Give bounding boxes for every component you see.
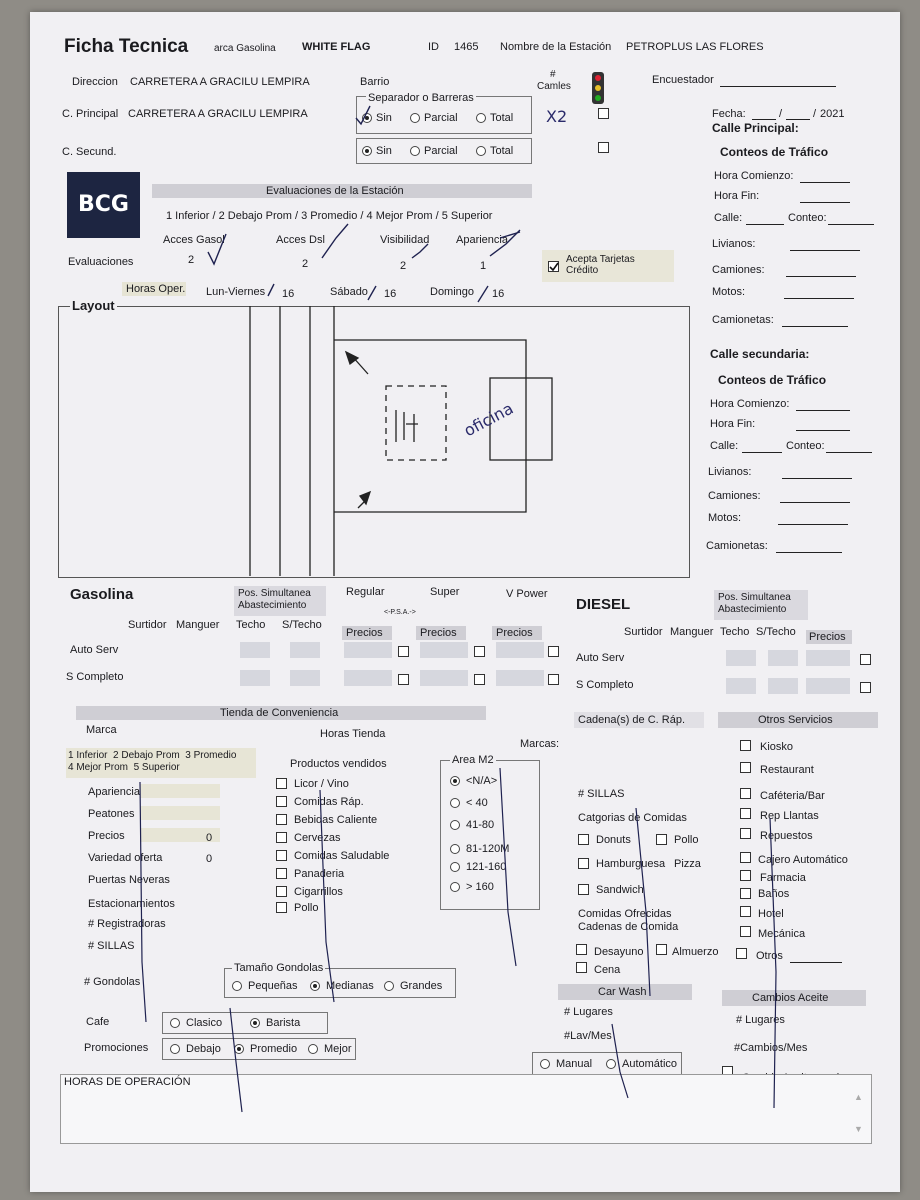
com-almuerzo-label: Almuerzo (672, 946, 719, 958)
fuel-regular: Regular (346, 586, 385, 598)
t2-livianos: Livianos: (708, 466, 752, 478)
marca-label: arca Gasolina (214, 43, 276, 54)
area-na-label: <N/A> (466, 775, 498, 787)
acces-dsl-label: Acces Dsl (276, 234, 325, 246)
sep1-sin-label: Sin (376, 112, 392, 124)
sep1-parcial-label: Parcial (424, 112, 458, 124)
tienda-title: Tienda de Conveniencia (220, 707, 339, 719)
encuestador-label: Encuestador (652, 74, 714, 86)
cat-hamburguesa-label: Hamburguesa (596, 858, 666, 870)
gas-precios-label-2: Precios (420, 627, 457, 639)
fuel-vpower: V Power (506, 588, 548, 600)
dsl-col-stecho: S/Techo (756, 626, 796, 638)
oficina-handwritten: oficina (460, 398, 517, 441)
csecund-label: C. Secund. (62, 146, 117, 158)
tienda-estacionamientos: Estacionamientos (88, 898, 175, 910)
tienda-sillas: # SILLAS (88, 940, 135, 952)
tienda-scale: 1 Inferior 2 Debajo Prom 3 Promedio 4 Mejor Prom 5 Superior (68, 750, 237, 773)
layout-title: Layout (72, 298, 115, 313)
srv-restaurant-label: Restaurant (760, 764, 814, 776)
fuel-super: Super (430, 586, 460, 598)
sab-label: Sábado (330, 286, 368, 298)
carwash-manual-label: Manual (556, 1058, 593, 1070)
area-81-120-label: 81-120M (466, 843, 510, 855)
sab-value[interactable]: 16 (384, 288, 397, 300)
conteos-title-2: Conteos de Tráfico (718, 373, 827, 387)
tamano-pequenas-label: Pequeñas (248, 980, 298, 992)
tienda-gondolas: # Gondolas (84, 976, 141, 988)
t2-motos: Motos: (708, 512, 742, 524)
area-121-160-label: 121-160 (466, 861, 507, 873)
com-desayuno-label: Desayuno (594, 946, 644, 958)
scroll-up-icon[interactable]: ▲ (854, 1092, 863, 1102)
tienda-registradoras: # Registradoras (88, 918, 166, 930)
acces-dsl-value[interactable]: 2 (302, 258, 309, 270)
dsl-row-autoserv: Auto Serv (576, 652, 625, 664)
srv-farmacia-label: Farmacia (760, 872, 806, 884)
gasolina-title: Gasolina (70, 586, 134, 603)
camiles-handwritten: X2 (546, 107, 568, 126)
conteos-title-1: Conteos de Tráfico (720, 145, 829, 159)
cafe-clasico-label: Clasico (186, 1017, 223, 1029)
promo-label: Promociones (84, 1042, 149, 1054)
prod-pollo-label: Pollo (294, 902, 319, 914)
cadenas-ofrecidas: Comidas Ofrecidas Cadenas de Comida (578, 908, 679, 933)
lun-label: Lun-Viernes (206, 286, 266, 298)
tamano-grandes-label: Grandes (400, 980, 443, 992)
gas-col-techo: Techo (236, 619, 266, 631)
sep1-total-label: Total (490, 112, 514, 124)
gas-precios-label-3: Precios (496, 627, 533, 639)
com-cena-label: Cena (594, 964, 621, 976)
evaluaciones-scale: 1 Inferior / 2 Debajo Prom / 3 Promedio / 4 Mejor Prom / 5 Superior (166, 210, 493, 222)
t1-camiones: Camiones: (712, 264, 765, 276)
srv-kiosko-label: Kiosko (760, 741, 794, 753)
t1-camionetas: Camionetas: (712, 314, 774, 326)
cafe-barista-label: Barista (266, 1017, 301, 1029)
prod-bebidas-label: Bebidas Caliente (294, 814, 378, 826)
promo-mejor-label: Mejor (324, 1043, 352, 1055)
gas-col-manguer: Manguer (176, 619, 220, 631)
srv-cajero-label: Cajero Automático (758, 854, 848, 866)
cadenas-sillas: # SILLAS (578, 788, 625, 800)
srv-banos-label: Baños (758, 888, 790, 900)
cat-donuts-label: Donuts (596, 834, 631, 846)
t1-motos: Motos: (712, 286, 746, 298)
gas-row-autoserv: Auto Serv (70, 644, 119, 656)
acces-gasol-label: Acces Gasol (163, 234, 225, 246)
evaluaciones-title: Evaluaciones de la Estación (266, 185, 404, 197)
tienda-peatones: Peatones (88, 808, 135, 820)
promo-debajo-label: Debajo (186, 1043, 221, 1055)
camiles-hash: # (550, 69, 556, 80)
form-title: Ficha Tecnica (64, 36, 189, 57)
t2-hora-fin: Hora Fin: (710, 418, 756, 430)
calle-principal-title: Calle Principal: (712, 121, 799, 135)
apariencia-value[interactable]: 1 (480, 260, 487, 272)
direccion-label: Direccion (72, 76, 118, 88)
tamano-title: Tamaño Gondolas (234, 962, 324, 974)
aceite-title: Cambios Aceite (752, 992, 829, 1004)
cprincipal-value[interactable]: CARRETERA A GRACILU LEMPIRA (128, 108, 308, 120)
sep2-parcial-label: Parcial (424, 145, 458, 157)
carwash-auto-label: Automático (622, 1058, 678, 1070)
visibilidad-label: Visibilidad (380, 234, 430, 246)
prod-cigarrillos-label: Cigarrillos (294, 886, 343, 898)
direccion-value[interactable]: CARRETERA A GRACILU LEMPIRA (130, 76, 310, 88)
gas-row-scompleto: S Completo (66, 671, 124, 683)
t1-conteo: Conteo: (788, 212, 827, 224)
cafe-label: Cafe (86, 1016, 110, 1028)
lun-value[interactable]: 16 (282, 288, 295, 300)
t2-conteo: Conteo: (786, 440, 825, 452)
acces-gasol-value[interactable]: 2 (188, 254, 195, 266)
aceite-cambios: #Cambios/Mes (734, 1042, 808, 1054)
promo-promedio-label: Promedio (250, 1043, 298, 1055)
survey-sheet: Ficha Tecnica arca Gasolina WHITE FLAG ID 1465 Nombre de la Estación PETROPLUS LAS FLORES Direccion CARRETERA A GRACILU LEMPIRA C. Principal CARRETERA A GRACILU LEMPIRA C. Secund. Barrio Separador o Barreras Sin Parcial Total Sin Parcial Total # Camles X2 Encuestador Fecha: / / 2021 BCG Evaluaciones de la Estación 1 Inferior / 2 Debajo Prom / 3 Promedio / 4 Mejor Prom / 5 Superior Acces Gasol Acces Dsl Visibilidad Apariencia Evaluaciones 2 2 2 1 Acepta Tarjetas Crédito Horas Oper. Lun-Viernes 16 Sábado 16 Domingo 16 Layout oficina Calle Principal: Conteos de Tráfico Hora Comienzo: Hora Fin: Calle: Conteo: Livianos: Camiones: Motos: Camionetas: Calle secundaria: Conteos de Tráfico Hora Comienzo: Hora Fin: Calle: Conteo: Livianos: Camiones: Motos: Camionetas: Gasolina Pos. Simultanea Abastecimiento Regular Super V Power <-P.S.A.-> Surtidor Manguer Techo S/Techo Precios Precios Precios Auto Serv S Completo DIESEL Pos. Simultanea Abastecimiento Surtidor Manguer Techo S/Techo Precios Auto Serv S Completo Tienda de Conveniencia Marca Horas Tienda Marcas: 1 Inferior 2 Debajo Prom 3 Promedio 4 Mejor Prom 5 Superior Apariencia Peatones Precios 0 Variedad oferta 0 Puertas Neveras Estacionamientos # Registradoras # SILLAS # Gondolas Productos vendidos Licor / Vino Comidas Ráp. Bebidas Caliente Cervezas Comidas Saludable Panaderia Cigarrillos Pollo Area M2 <N/A> < 40 41-80 81-120M 121-160 > 160 Tamaño Gondolas Pequeñas Medianas Grandes Cafe Clasico Barista Promociones Debajo Promedio Mejor Cadena(s) de C. Ráp. # SILLAS Catgorias de Comidas Donuts Pollo Hamburguesa Pizza Sandwich Comidas Ofrecidas Cadenas de Comida Desayuno Almuerzo Cena Otros Servicios Kiosko Restaurant Caféteria/Bar Rep Llantas Repuestos Cajero Automático Farmacia Baños Hotel Mecánica Otros Car Wash # Lugares #Lav/Mes Manual Automático Cambios Aceite # Lugares #Cambios/Mes HORAS DE OPERACIÓN ▲ ▼ (30, 12, 900, 1192)
srv-hotel-label: Hotel (758, 908, 784, 920)
dsl-col-surtidor: Surtidor (624, 626, 663, 638)
tienda-precios: Precios (88, 830, 125, 842)
cadenas-categorias: Catgorias de Comidas (578, 812, 687, 824)
dsl-col-manguer: Manguer (670, 626, 714, 638)
carwash-lugares: # Lugares (564, 1006, 613, 1018)
area-title: Area M2 (452, 754, 494, 766)
tienda-variedad-value: 0 (206, 853, 213, 865)
area-41-80-label: 41-80 (466, 819, 495, 831)
t1-hora-fin: Hora Fin: (714, 190, 760, 202)
prod-panaderia-label: Panaderia (294, 868, 345, 880)
gas-possim-label: Pos. Simultanea Abastecimiento (238, 588, 311, 611)
prod-cervezas-label: Cervezas (294, 832, 341, 844)
prod-licor-label: Licor / Vino (294, 778, 349, 790)
aceite-lugares: # Lugares (736, 1014, 785, 1026)
cadenas-title: Cadena(s) de C. Ráp. (578, 714, 685, 726)
srv-repuestos-label: Repuestos (760, 830, 813, 842)
tamano-medianas-label: Medianas (326, 980, 374, 992)
cat-pollo-label: Pollo (674, 834, 699, 846)
cprincipal-label: C. Principal (62, 108, 119, 120)
tienda-apariencia: Apariencia (88, 786, 140, 798)
barrio-label: Barrio (360, 76, 390, 88)
sep2-sin-label: Sin (376, 145, 392, 157)
carwash-title: Car Wash (598, 986, 647, 998)
tienda-precios-value: 0 (206, 832, 213, 844)
srv-llantas-label: Rep Llantas (760, 810, 819, 822)
tienda-marca: Marca (86, 724, 117, 736)
scroll-down-icon[interactable]: ▼ (854, 1124, 863, 1134)
srv-cafeteria-label: Caféteria/Bar (760, 790, 825, 802)
camiles-label: Camles (537, 81, 571, 92)
diesel-possim-label: Pos. Simultanea Abastecimiento (718, 592, 791, 615)
calle-secundaria-title: Calle secundaria: (710, 347, 810, 361)
prod-saludable-label: Comidas Saludable (294, 850, 390, 862)
area-160-label: > 160 (466, 881, 494, 893)
t1-calle: Calle: (714, 212, 743, 224)
sep2-total-label: Total (490, 145, 514, 157)
id-label: ID (428, 41, 439, 53)
area-40-label: < 40 (466, 797, 488, 809)
productos-title: Productos vendidos (290, 758, 387, 770)
srv-otros-label: Otros (756, 950, 783, 962)
dsl-row-scompleto: S Completo (576, 679, 634, 691)
diesel-title: DIESEL (576, 596, 631, 613)
gas-col-surtidor: Surtidor (128, 619, 167, 631)
id-value[interactable]: 1465 (454, 41, 479, 53)
psa-label: <-P.S.A.-> (384, 609, 416, 616)
dsl-col-techo: Techo (720, 626, 750, 638)
gas-precios-label-1: Precios (346, 627, 383, 639)
tienda-marcas: Marcas: (520, 738, 560, 750)
horas-operacion-label: HORAS DE OPERACIÓN (64, 1076, 191, 1088)
visibilidad-value[interactable]: 2 (400, 260, 407, 272)
t2-camiones: Camiones: (708, 490, 761, 502)
tarjetas-label: Acepta Tarjetas Crédito (566, 254, 635, 276)
dom-label: Domingo (430, 286, 475, 298)
tienda-variedad: Variedad oferta (88, 852, 163, 864)
srv-mecanica-label: Mecánica (758, 928, 806, 940)
estacion-value[interactable]: PETROPLUS LAS FLORES (626, 41, 764, 53)
cat-sandwich-label: Sandwich (596, 884, 644, 896)
cat-pizza-label: Pizza (674, 858, 701, 870)
estacion-label: Nombre de la Estación (500, 41, 612, 53)
t1-hora-comienzo: Hora Comienzo: (714, 170, 794, 182)
dsl-precios-label: Precios (809, 631, 846, 643)
otros-title: Otros Servicios (758, 714, 833, 726)
fecha-year[interactable]: 2021 (820, 108, 845, 120)
carwash-lav: #Lav/Mes (564, 1030, 612, 1042)
t1-livianos: Livianos: (712, 238, 756, 250)
t2-hora-comienzo: Hora Comienzo: (710, 398, 790, 410)
dom-value[interactable]: 16 (492, 288, 505, 300)
apariencia-label: Apariencia (456, 234, 508, 246)
separador-title: Separador o Barreras (368, 92, 474, 104)
prod-comidas-rap-label: Comidas Ráp. (294, 796, 364, 808)
handwritten-strokes (30, 12, 900, 1192)
horas-label: Horas Oper. (126, 283, 186, 295)
marca-value[interactable]: WHITE FLAG (302, 41, 371, 53)
t2-calle: Calle: (710, 440, 739, 452)
bcg-logo: BCG (67, 172, 140, 238)
evaluaciones-row-label: Evaluaciones (68, 256, 134, 268)
tienda-horas: Horas Tienda (320, 728, 386, 740)
tienda-puertas: Puertas Neveras (88, 874, 170, 886)
fecha-label: Fecha: (712, 108, 746, 120)
t2-camionetas: Camionetas: (706, 540, 768, 552)
gas-col-stecho: S/Techo (282, 619, 322, 631)
